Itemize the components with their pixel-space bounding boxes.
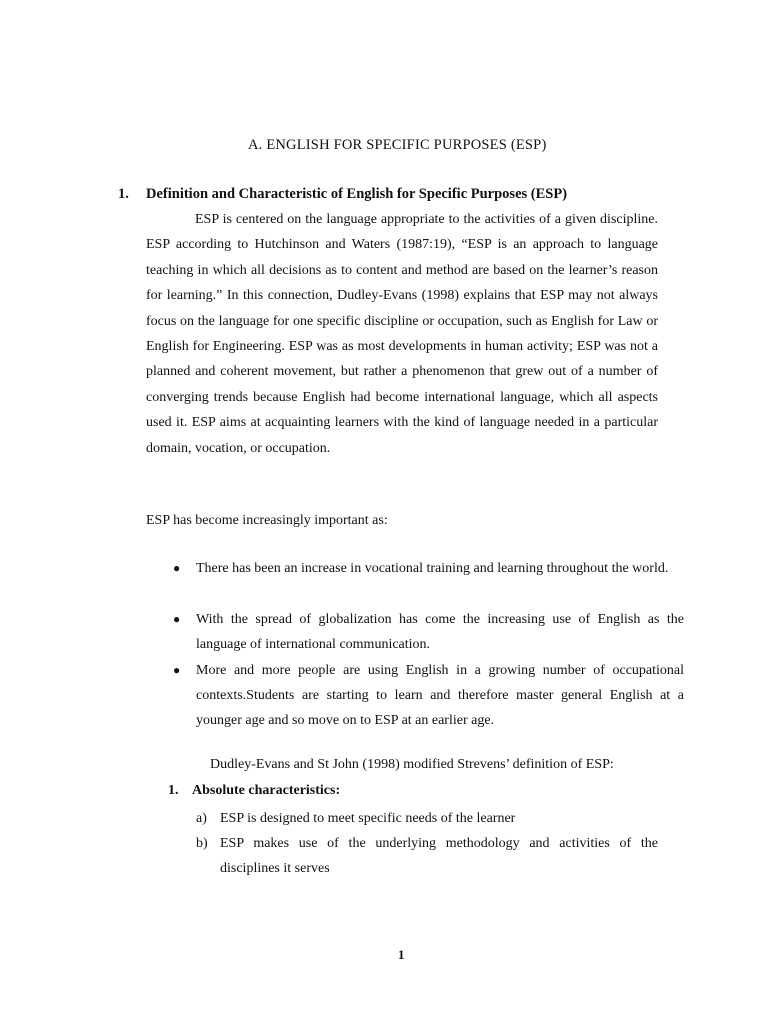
section-heading: Definition and Characteristic of English for Specific Purposes (ESP) [146,186,568,202]
bullet-icon: ● [173,561,181,575]
paragraph-esp-definition [146,207,658,461]
paragraph-esp-importance: ESP has become increasingly important as: [146,513,388,528]
list-item-text: There has been an increase in vocational training and learning throughout the world. [196,561,669,576]
bullet-icon: ● [173,612,181,626]
bullet-icon: ● [173,663,181,677]
characteristic-letter: b) [196,836,208,851]
paragraph-text: ESP is centered on the language appropriate to the activities of a given discipline. ESP according to Hutchinson and Waters (1987:19), “ESP is an approach to language teaching in which all decisions as to content and method are based on the learner’s reason for learning.” In this connection, Dudley-Evans (1998) explains that ESP may not always focus on the language for one specific discipline or occupation, such as English for Law or English for Engineering. ESP was as most developments in human activity; ESP was not a planned and coherent movement, but rather a phenomenon that grew out of a number of converging trends because English had become international language, which all aspects used it. ESP aims at acquainting learners with the kind of language needed in a particular domain, vocation, or occupation. [146,212,658,456]
list-item [170,607,684,657]
subsection-number: 1. [168,783,179,798]
list-item [170,658,684,734]
characteristic-item [196,806,658,831]
list-item-text: More and more people are using English in a growing number of occupational contexts.Students are starting to learn and therefore master general English at a younger age and so move on to ESP at an earlier age. [196,663,684,729]
characteristic-text: ESP is designed to meet specific needs of the learner [220,811,516,826]
page-number: 1 [398,947,405,962]
paragraph-modified-definition: Dudley-Evans and St John (1998) modified Strevens’ definition of ESP: [210,757,614,772]
characteristic-letter: a) [196,811,207,826]
characteristic-item [196,831,658,881]
subsection-heading: Absolute characteristics: [192,783,341,798]
list-item [170,556,684,581]
document-title: A. ENGLISH FOR SPECIFIC PURPOSES (ESP) [248,137,547,153]
list-item-text: With the spread of globalization has come the increasing use of English as the language of international communication. [196,612,684,653]
characteristic-text: ESP makes use of the underlying methodology and activities of the disciplines it serves [220,836,658,877]
section-number: 1. [118,186,129,202]
